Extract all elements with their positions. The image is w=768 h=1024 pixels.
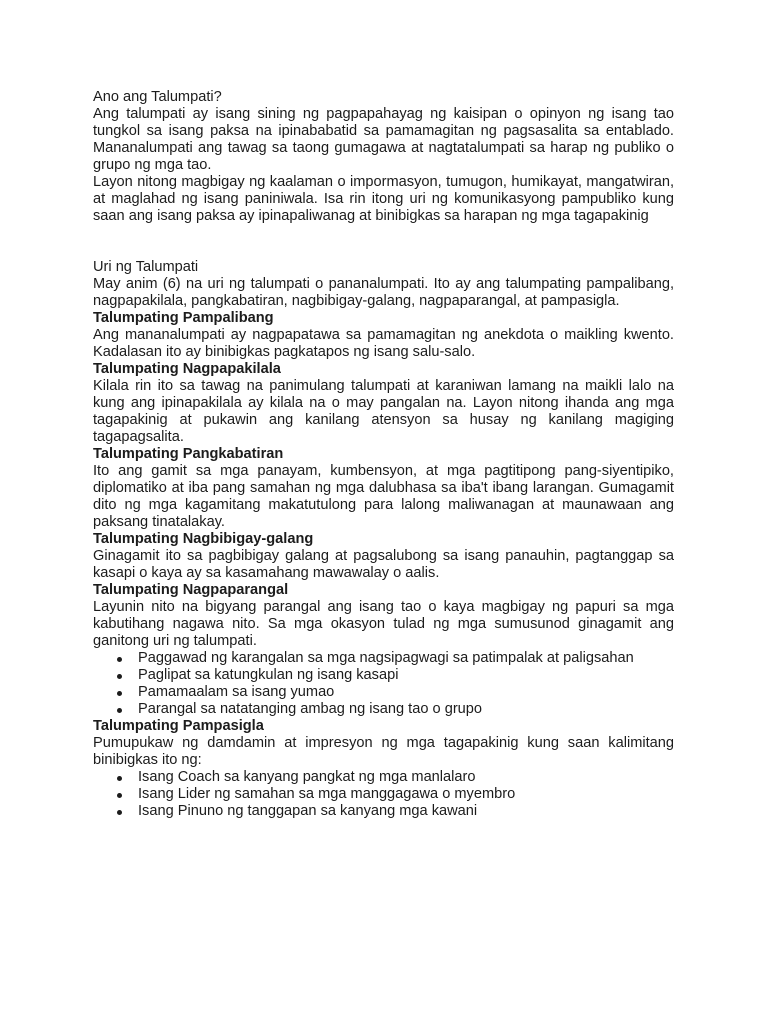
section-body: Ito ang gamit sa mga panayam, kumbensyon, at mga pagtitipong pang-siyentipiko, diplomatiko at iba pang samahan ng mga dalubhasa sa iba't ibang larangan. Gumagamit dito ng mga kagamitang makatutulong para lalong maliwanagan at maunawaan ang paksang tinatalakay. (93, 463, 674, 530)
bullet-icon (117, 776, 122, 781)
section-gap (93, 225, 674, 259)
list-item-text: Paggawad ng karangalan sa mga nagsipagwagi sa patimpalak at paligsahan (138, 650, 634, 666)
intro-paragraph-1: Ang talumpati ay isang sining ng pagpapahayag ng kaisipan o opinyon ng isang tao tungkol sa isang paksa na ipinababatid sa pamamagitan ng pagsasalita sa entablado. Mananalumpati ang tawag sa taong gumagawa at nagtatalumpati sa harap ng publiko o grupo ng mga tao. (93, 106, 674, 173)
section-nagpapakilala (93, 361, 674, 446)
document-page (93, 89, 674, 820)
section-pampalibang (93, 310, 674, 361)
bullet-icon (117, 793, 122, 798)
bullet-icon (117, 691, 122, 696)
section-nagbibigay-galang (93, 531, 674, 582)
types-paragraph: May anim (6) na uri ng talumpati o pananalumpati. Ito ay ang talumpating pampalibang, nagpapakilala, pangkabatiran, nagbibigay-galang, nagpaparangal, at pampasigla. (93, 276, 674, 309)
bullet-icon (117, 674, 122, 679)
list-item (93, 769, 674, 786)
section-heading: Talumpating Pangkabatiran (93, 446, 284, 462)
list-item (93, 650, 674, 667)
list-item (93, 667, 674, 684)
list-item (93, 803, 674, 820)
section-pangkabatiran (93, 446, 674, 531)
section-body: Pumupukaw ng damdamin at impresyon ng mga tagapakinig kung saan kalimitang binibigkas ito ng: (93, 735, 674, 768)
section-heading: Talumpating Pampasigla (93, 718, 264, 734)
list-item-text: Paglipat sa katungkulan ng isang kasapi (138, 667, 399, 683)
section-heading: Talumpating Nagpapakilala (93, 361, 281, 377)
list-item (93, 684, 674, 701)
bullet-list (93, 769, 674, 820)
list-item-text: Isang Coach sa kanyang pangkat ng mga manlalaro (138, 769, 476, 785)
list-item (93, 701, 674, 718)
bullet-icon (117, 708, 122, 713)
section-body: Ang mananalumpati ay nagpapatawa sa pamamagitan ng anekdota o maikling kwento. Kadalasan ito ay binibigkas pagkatapos ng isang salu-salo. (93, 327, 674, 360)
section-pampasigla (93, 718, 674, 820)
list-item-text: Isang Pinuno ng tanggapan sa kanyang mga kawani (138, 803, 478, 819)
list-item-text: Pamamaalam sa isang yumao (138, 684, 335, 700)
list-item-text: Isang Lider ng samahan sa mga manggagawa o myembro (138, 786, 516, 802)
section-heading: Talumpating Pampalibang (93, 310, 274, 326)
section-body: Kilala rin ito sa tawag na panimulang talumpati at karaniwan lamang na maikli lalo na kung ang ipinapakilala ay kilala na o may pangalan na. Layon nitong ihanda ang mga tagapakinig at pukawin ang kanilang atensyon sa husay ng kanilang magiging tagapagsalita. (93, 378, 674, 445)
bullet-list (93, 650, 674, 718)
section-heading: Talumpating Nagbibigay-galang (93, 531, 314, 547)
section-body: Layunin nito na bigyang parangal ang isang tao o kaya magbigay ng papuri sa mga kabutihang nagawa nito. Sa mga okasyon tulad ng mga sumusunod ginagamit ang ganitong uri ng talumpati. (93, 599, 674, 649)
intro-paragraph-2: Layon nitong magbigay ng kaalaman o impormasyon, tumugon, humikayat, mangatwiran, at maglahad ng isang paniniwala. Isa rin itong uri ng komunikasyong pampubliko kung saan ang isang paksa ay ipinapaliwanag at binibigkas sa harapan ng mga tagapakinig (93, 174, 674, 224)
types-title: Uri ng Talumpati (93, 259, 199, 275)
section-heading: Talumpating Nagpaparangal (93, 582, 289, 598)
section-body: Ginagamit ito sa pagbibigay galang at pagsalubong sa isang panauhin, pagtanggap sa kasapi o kaya ay sa kasamahang mawawalay o aalis. (93, 548, 674, 581)
list-item-text: Parangal sa natatanging ambag ng isang tao o grupo (138, 701, 483, 717)
section-nagpaparangal (93, 582, 674, 718)
intro-title: Ano ang Talumpati? (93, 89, 222, 105)
bullet-icon (117, 810, 122, 815)
list-item (93, 786, 674, 803)
bullet-icon (117, 657, 122, 662)
